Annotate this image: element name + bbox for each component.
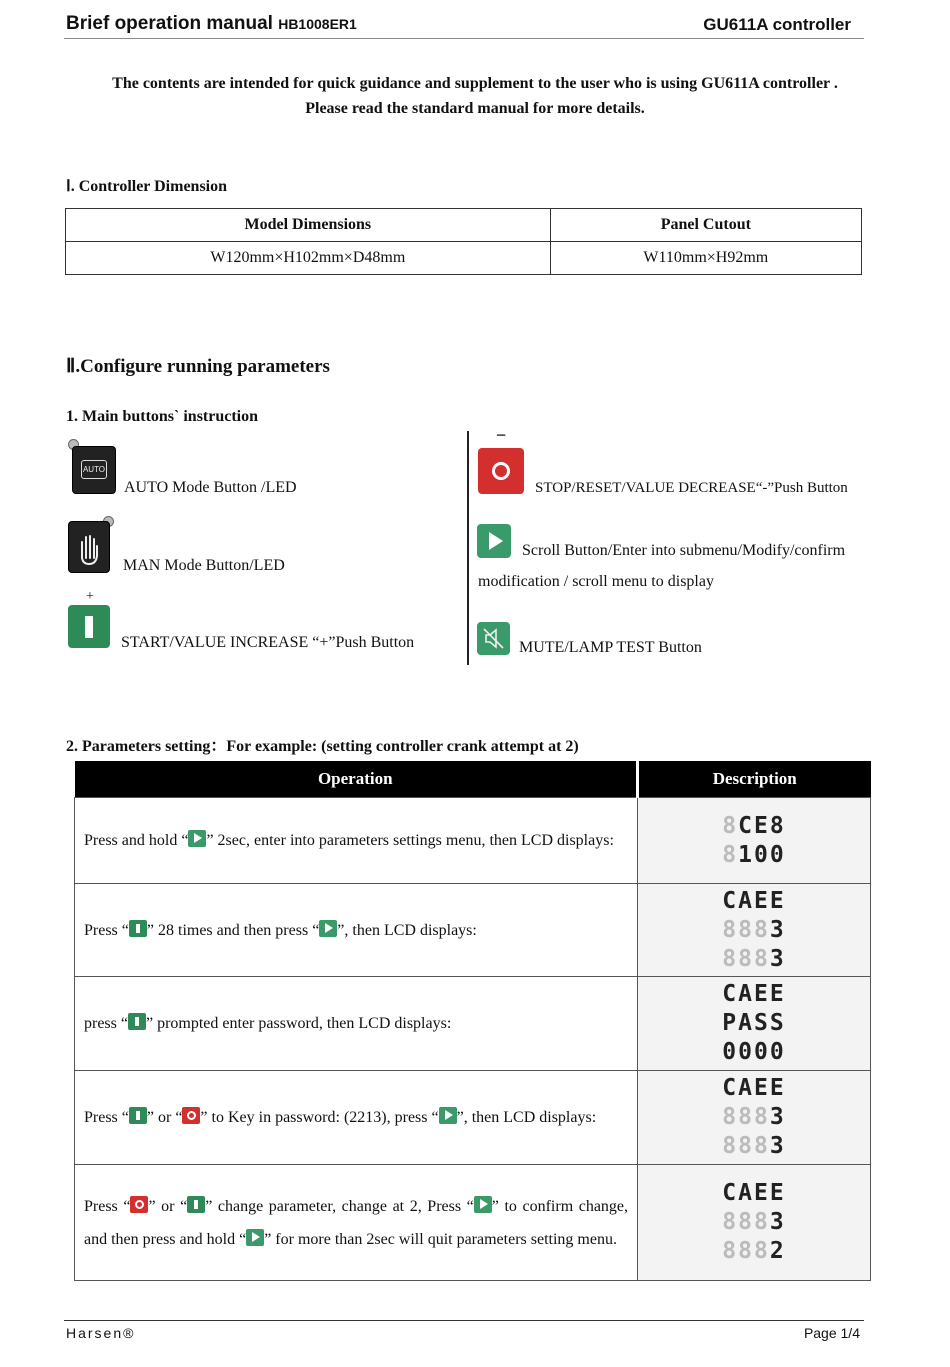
ops-header-operation: Operation <box>75 761 638 798</box>
section1-heading: Ⅰ. Controller Dimension <box>66 178 228 195</box>
stop-minus-sign: − <box>496 425 507 445</box>
lcd-line: CAEE <box>722 887 786 914</box>
intro-line-1: The contents are intended for quick guidance and supplement to the user who is using GU611A controller . <box>112 75 838 92</box>
auto-mode-icon[interactable] <box>72 446 116 494</box>
table-row <box>75 1071 871 1165</box>
man-button-label: MAN Mode Button/LED <box>123 557 285 574</box>
lcd-cell-5 <box>638 1165 871 1281</box>
op-cell-3: press “ ” prompted enter password, then LCD displays: <box>75 977 638 1071</box>
header-rule <box>64 38 864 39</box>
dim-value-model: W120mm×H102mm×D48mm <box>66 242 551 275</box>
mute-button-label: MUTE/LAMP TEST Button <box>519 639 702 656</box>
scroll-icon <box>188 830 206 847</box>
start-icon <box>129 920 147 937</box>
lcd-cell-1 <box>638 798 871 884</box>
scroll-icon <box>319 920 337 937</box>
dim-header-cutout: Panel Cutout <box>550 209 861 242</box>
lcd-cell-3 <box>638 977 871 1071</box>
lcd-line: 8100 <box>722 841 786 868</box>
lcd-line: 8883 <box>722 1209 786 1235</box>
scroll-icon <box>439 1107 457 1124</box>
dim-value-cutout: W110mm×H92mm <box>550 242 861 275</box>
op-cell-4: Press “ ” or “ ” to Key in password: (2213), press “ ”, then LCD displays: <box>75 1071 638 1165</box>
lcd-line: 8882 <box>722 1238 786 1264</box>
lcd-cell-4 <box>638 1071 871 1165</box>
lcd-line: 8883 <box>722 1104 786 1130</box>
footer-rule <box>64 1320 864 1321</box>
lcd-line: 8883 <box>722 945 786 972</box>
lcd-cell-2 <box>638 884 871 977</box>
table-row <box>75 884 871 977</box>
start-icon <box>128 1013 146 1030</box>
scroll-button-label-1: Scroll Button/Enter into submenu/Modify/confirm <box>522 542 846 559</box>
auto-icon-label: AUTO <box>81 460 107 479</box>
section2-heading: Ⅱ.Configure running parameters <box>66 356 330 377</box>
params-subheading: 2. Parameters setting：For example: (setting controller crank attempt at 2) <box>66 738 579 755</box>
stop-icon <box>130 1196 148 1213</box>
footer-brand: Harsen® <box>66 1325 136 1341</box>
scroll-icon <box>246 1229 264 1246</box>
lcd-line: 8883 <box>722 1133 786 1159</box>
lcd-line: CAEE <box>722 1180 786 1206</box>
footer-page: Page 1/4 <box>803 1325 860 1341</box>
hand-icon-glyph <box>69 522 109 572</box>
header-product: GU611A controller <box>703 15 851 34</box>
stop-icon <box>182 1107 200 1124</box>
ops-header-description: Description <box>638 761 871 798</box>
buttons-subheading: 1. Main buttons` instruction <box>66 408 259 425</box>
dim-header-model: Model Dimensions <box>66 209 551 242</box>
lcd-line: CAEE <box>722 1075 786 1101</box>
start-button-label: START/VALUE INCREASE “+”Push Button <box>121 634 415 651</box>
start-icon <box>129 1107 147 1124</box>
header-code: HB1008ER1 <box>278 16 357 32</box>
table-row <box>75 1165 871 1281</box>
start-icon <box>187 1196 205 1213</box>
lcd-line: 8CE8 <box>722 812 786 839</box>
scroll-button-label-2: modification / scroll menu to display <box>478 573 714 590</box>
header-title: Brief operation manual HB1008ER1 <box>66 13 357 34</box>
lcd-line: CAEE <box>722 981 786 1007</box>
dimension-table <box>65 208 862 275</box>
scroll-icon <box>474 1196 492 1213</box>
intro-text <box>40 71 910 121</box>
lcd-line: 0000 <box>722 1039 786 1065</box>
table-row <box>75 977 871 1071</box>
start-icon[interactable] <box>68 605 110 648</box>
lcd-line: PASS <box>722 1010 786 1036</box>
stop-icon-ring <box>492 462 510 480</box>
start-icon-bar <box>85 616 93 638</box>
lcd-line: 8883 <box>722 916 786 943</box>
start-plus-sign: + <box>86 589 94 604</box>
scroll-icon-arrow <box>489 532 503 550</box>
intro-line-2: Please read the standard manual for more details. <box>305 100 645 117</box>
auto-button-label: AUTO Mode Button /LED <box>124 479 297 496</box>
op-cell-1: Press and hold “ ” 2sec, enter into parameters settings menu, then LCD displays: <box>75 798 638 884</box>
operations-table <box>74 761 871 1281</box>
stop-icon[interactable] <box>478 448 524 494</box>
scroll-icon[interactable] <box>477 524 511 558</box>
hand-icon[interactable] <box>68 521 110 573</box>
column-divider <box>467 431 469 665</box>
op-cell-2: Press “ ” 28 times and then press “ ”, then LCD displays: <box>75 884 638 977</box>
table-row <box>75 798 871 884</box>
mute-icon-glyph <box>477 622 510 655</box>
stop-button-label: STOP/RESET/VALUE DECREASE“-”Push Button <box>535 480 848 496</box>
op-cell-5: Press “ ” or “ ” change parameter, change at 2, Press “ ” to confirm change, and then press and hold “ ” for more than 2sec will quit parameters setting menu. <box>75 1165 638 1281</box>
mute-icon[interactable] <box>477 622 510 655</box>
